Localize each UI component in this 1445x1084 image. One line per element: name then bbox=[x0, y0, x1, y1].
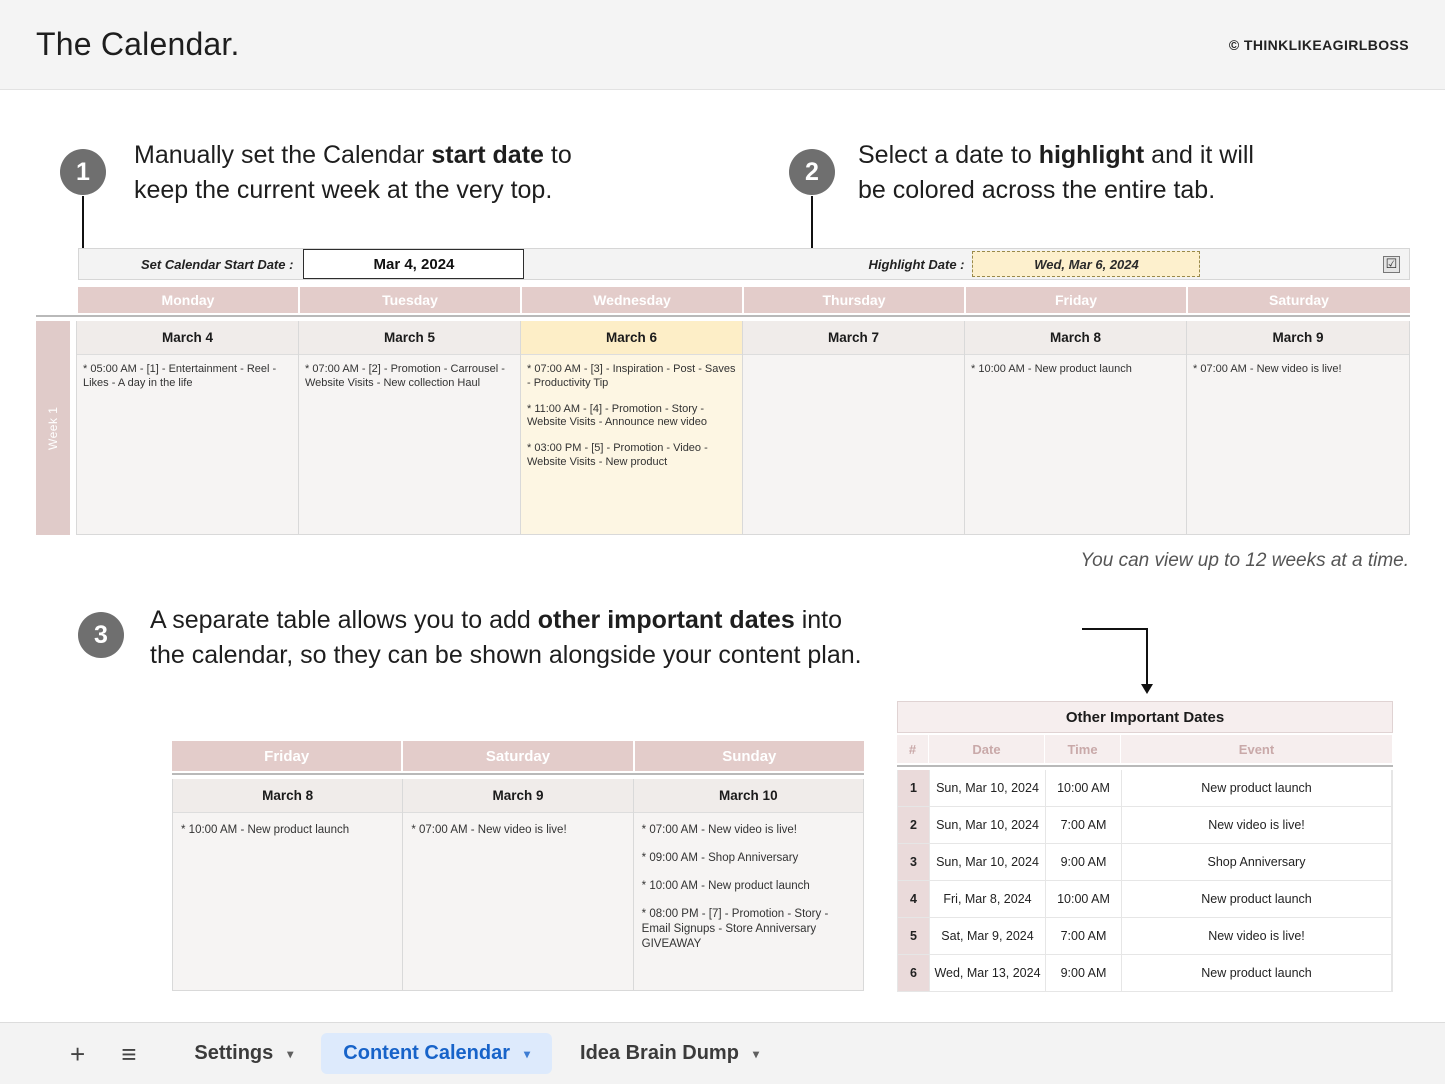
row-number: 5 bbox=[898, 918, 930, 954]
bottom-day-cell-march-8[interactable] bbox=[173, 779, 403, 990]
table-row[interactable] bbox=[898, 881, 1392, 918]
row-number: 6 bbox=[898, 955, 930, 991]
bottom-day-header-sunday: Sunday bbox=[635, 741, 864, 771]
row-number: 4 bbox=[898, 881, 930, 917]
tab-label: Settings bbox=[194, 1042, 274, 1064]
highlight-date-label: Highlight Date : bbox=[868, 256, 965, 272]
date-label: March 9 bbox=[1187, 321, 1409, 355]
row-event: New video is live! bbox=[1122, 807, 1392, 843]
tab-label: Content Calendar bbox=[343, 1042, 510, 1064]
row-date: Sun, Mar 10, 2024 bbox=[930, 844, 1046, 880]
column-header-num: # bbox=[897, 735, 929, 763]
step-3-bold: other important dates bbox=[537, 606, 795, 634]
bottom-calendar bbox=[172, 741, 864, 991]
chevron-down-icon[interactable]: ▾ bbox=[287, 1046, 294, 1061]
date-label: March 10 bbox=[634, 779, 863, 813]
row-number: 1 bbox=[898, 770, 930, 806]
event-list bbox=[634, 813, 863, 952]
other-dates-body bbox=[897, 770, 1393, 992]
column-header-event: Event bbox=[1121, 735, 1393, 763]
date-label: March 7 bbox=[743, 321, 964, 355]
row-time: 7:00 AM bbox=[1046, 918, 1122, 954]
weeks-note: You can view up to 12 weeks at a time. bbox=[1080, 550, 1409, 571]
step-3-badge bbox=[78, 612, 124, 658]
page-title: The Calendar. bbox=[36, 26, 240, 62]
day-header-tuesday: Tuesday bbox=[300, 287, 522, 313]
bottom-day-header-friday: Friday bbox=[172, 741, 403, 771]
start-date-label: Set Calendar Start Date : bbox=[141, 256, 294, 272]
step-2-line1c: and it will bbox=[1144, 141, 1254, 169]
event-item: * 11:00 AM - [4] - Promotion - Story - Website Visits - Announce new video bbox=[527, 402, 707, 429]
event-item: * 07:00 AM - [3] - Inspiration - Post - Saves - Productivity Tip bbox=[527, 363, 736, 389]
event-item: * 07:00 AM - New video is live! bbox=[641, 824, 797, 836]
tab-settings[interactable] bbox=[172, 1033, 315, 1074]
bottom-day-cell-march-10[interactable] bbox=[634, 779, 863, 990]
row-time: 9:00 AM bbox=[1046, 844, 1122, 880]
day-cell-march-6[interactable] bbox=[521, 321, 743, 534]
day-cell-march-9[interactable] bbox=[1187, 321, 1409, 534]
chevron-down-icon[interactable]: ▾ bbox=[523, 1046, 531, 1061]
row-date: Sun, Mar 10, 2024 bbox=[930, 770, 1046, 806]
row-event: New video is live! bbox=[1122, 918, 1392, 954]
event-list bbox=[743, 355, 964, 363]
step-2-number: 2 bbox=[805, 157, 819, 186]
step-1-line1c: to bbox=[543, 141, 572, 169]
step-1-bold: start date bbox=[431, 141, 544, 169]
tab-label: Idea Brain Dump bbox=[580, 1042, 739, 1064]
row-event: New product launch bbox=[1122, 881, 1392, 917]
row-event: Shop Anniversary bbox=[1122, 844, 1392, 880]
day-header-wednesday: Wednesday bbox=[522, 287, 744, 313]
event-item: * 07:00 AM - [2] - Promotion - Carrousel - Website Visits - New collection Haul bbox=[305, 363, 505, 389]
event-item: * 07:00 AM - New video is live! bbox=[411, 824, 567, 836]
highlight-date-input[interactable]: Wed, Mar 6, 2024 bbox=[972, 251, 1200, 277]
row-event: New product launch bbox=[1122, 770, 1392, 806]
table-row[interactable] bbox=[898, 807, 1392, 844]
table-row[interactable] bbox=[898, 918, 1392, 955]
day-cell-march-5[interactable] bbox=[299, 321, 521, 534]
row-number: 3 bbox=[898, 844, 930, 880]
event-item: * 07:00 AM - New video is live! bbox=[1193, 363, 1342, 375]
row-date: Fri, Mar 8, 2024 bbox=[930, 881, 1046, 917]
step-3-text bbox=[150, 603, 1110, 672]
date-label: March 9 bbox=[403, 779, 632, 813]
sheet-tab-bar bbox=[0, 1022, 1445, 1084]
row-time: 10:00 AM bbox=[1046, 770, 1122, 806]
bottom-day-header-saturday: Saturday bbox=[403, 741, 634, 771]
date-label: March 8 bbox=[965, 321, 1186, 355]
row-number: 2 bbox=[898, 807, 930, 843]
row-date: Sun, Mar 10, 2024 bbox=[930, 807, 1046, 843]
row-event: New product launch bbox=[1122, 955, 1392, 991]
weekly-calendar bbox=[36, 287, 1410, 535]
event-item: * 10:00 AM - New product launch bbox=[971, 363, 1132, 375]
week-label: Week 1 bbox=[36, 321, 70, 535]
event-list bbox=[173, 813, 402, 838]
bottom-day-columns bbox=[172, 779, 864, 991]
row-time: 9:00 AM bbox=[1046, 955, 1122, 991]
table-row[interactable] bbox=[898, 770, 1392, 807]
event-item: * 09:00 AM - Shop Anniversary bbox=[641, 851, 799, 864]
step-2-line1a: Select a date to bbox=[858, 141, 1039, 169]
day-header-monday: Monday bbox=[78, 287, 300, 313]
highlight-toggle-checkbox[interactable]: ☑ bbox=[1383, 256, 1400, 273]
date-label: March 8 bbox=[173, 779, 402, 813]
day-header-saturday: Saturday bbox=[1188, 287, 1410, 313]
add-sheet-icon[interactable]: + bbox=[70, 1038, 86, 1069]
date-label: March 6 bbox=[521, 321, 742, 355]
day-cell-march-8[interactable] bbox=[965, 321, 1187, 534]
step-3-number: 3 bbox=[94, 620, 108, 649]
bottom-day-header-row bbox=[172, 741, 864, 771]
row-time: 7:00 AM bbox=[1046, 807, 1122, 843]
day-cell-march-7[interactable] bbox=[743, 321, 965, 534]
day-header-thursday: Thursday bbox=[744, 287, 966, 313]
row-date: Wed, Mar 13, 2024 bbox=[930, 955, 1046, 991]
date-label: March 5 bbox=[299, 321, 520, 355]
step-3-line2: the calendar, so they can be shown alongside your content plan. bbox=[150, 640, 862, 669]
step-1-text bbox=[134, 138, 734, 207]
bottom-day-cell-march-9[interactable] bbox=[403, 779, 633, 990]
event-item: * 10:00 AM - New product launch bbox=[641, 879, 810, 892]
all-sheets-menu-icon[interactable]: ≡ bbox=[121, 1038, 137, 1069]
day-header-row bbox=[78, 287, 1410, 313]
date-label: March 4 bbox=[77, 321, 298, 355]
step-1-line2: keep the current week at the very top. bbox=[134, 175, 553, 204]
other-important-dates-table bbox=[897, 701, 1393, 992]
week-row bbox=[36, 321, 1410, 535]
day-header-friday: Friday bbox=[966, 287, 1188, 313]
table-row[interactable] bbox=[898, 955, 1392, 992]
other-dates-header-row bbox=[897, 735, 1393, 763]
table-row[interactable] bbox=[898, 844, 1392, 881]
tab-content-calendar[interactable] bbox=[321, 1033, 552, 1074]
start-date-input[interactable]: Mar 4, 2024 bbox=[303, 249, 524, 279]
event-item: * 05:00 AM - [1] - Entertainment - Reel - Likes - A day in the life bbox=[83, 363, 277, 389]
column-header-date: Date bbox=[929, 735, 1045, 763]
step-1-number: 1 bbox=[76, 157, 90, 186]
day-cell-march-4[interactable] bbox=[77, 321, 299, 534]
step-2-badge bbox=[789, 149, 835, 195]
event-item: * 10:00 AM - New product launch bbox=[181, 824, 350, 836]
step-1-badge bbox=[60, 149, 106, 195]
column-header-time: Time bbox=[1045, 735, 1121, 763]
event-list bbox=[403, 813, 632, 838]
row-date: Sat, Mar 9, 2024 bbox=[930, 918, 1046, 954]
page-header bbox=[0, 0, 1445, 90]
row-time: 10:00 AM bbox=[1046, 881, 1122, 917]
event-item: * 08:00 PM - [7] - Promotion - Story - Email Signups - Store Anniversary GIVEAWAY bbox=[641, 907, 829, 950]
event-list bbox=[965, 355, 1186, 389]
event-item: * 03:00 PM - [5] - Promotion - Video - Website Visits - New product bbox=[527, 442, 708, 468]
chevron-down-icon[interactable]: ▾ bbox=[752, 1046, 759, 1061]
other-dates-title: Other Important Dates bbox=[897, 701, 1393, 733]
day-columns bbox=[76, 321, 1410, 535]
step-3-connector bbox=[1082, 628, 1152, 698]
event-list bbox=[299, 355, 520, 403]
step-2-line2: be colored across the entire tab. bbox=[858, 175, 1216, 204]
credit-text: © THINKLIKEAGIRLBOSS bbox=[1228, 36, 1409, 53]
step-2-bold: highlight bbox=[1038, 141, 1145, 169]
step-1-line1a: Manually set the Calendar bbox=[134, 141, 432, 169]
tab-idea-brain-dump[interactable] bbox=[558, 1033, 781, 1074]
step-3-line1c: into bbox=[794, 606, 843, 634]
step-3-line1a: A separate table allows you to add bbox=[150, 606, 538, 634]
event-list bbox=[1187, 355, 1409, 389]
calendar-controls-row bbox=[78, 248, 1410, 280]
event-list bbox=[77, 355, 298, 403]
event-list bbox=[521, 355, 742, 482]
